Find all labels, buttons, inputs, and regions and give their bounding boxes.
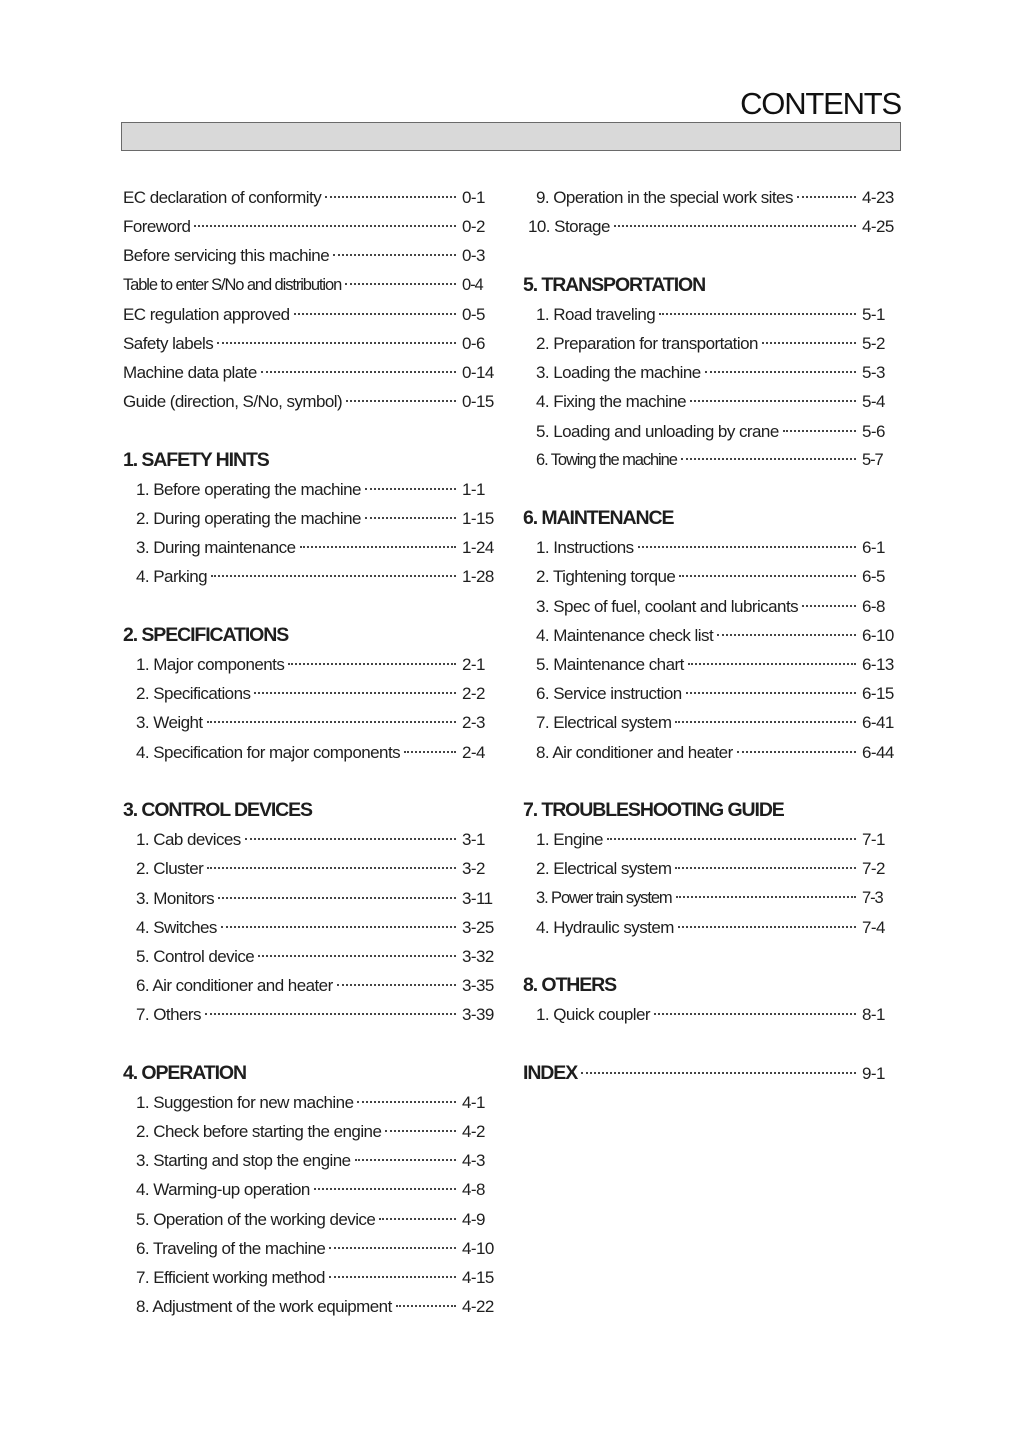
toc-entry[interactable] (523, 738, 897, 767)
section-heading-label: 7. TROUBLESHOOTING GUIDE (523, 798, 784, 821)
toc-entry[interactable] (523, 708, 897, 737)
toc-entry-label: Table to enter S/No and distribution (123, 275, 342, 294)
toc-entry-label: 2. Electrical system (536, 859, 672, 879)
toc-entry-page: 5-2 (862, 333, 885, 353)
dot-leader (690, 400, 856, 402)
toc-entry-page: 5-1 (862, 304, 885, 324)
toc-entry[interactable] (123, 1000, 497, 1029)
toc-entry-label: 9. Operation in the special work sites (536, 188, 793, 207)
toc-entry[interactable] (123, 1263, 497, 1292)
toc-entry-label: 3. Power train system (536, 888, 672, 907)
toc-entry-page: 8-1 (862, 1005, 885, 1025)
toc-entry-page: 4-25 (862, 217, 894, 237)
toc-entry-label: EC declaration of conformity (123, 188, 322, 207)
toc-entry-page: 2-1 (462, 655, 485, 674)
dot-leader (329, 1276, 456, 1278)
toc-entry-label: 4. Parking (136, 567, 208, 587)
toc-entry-page: 6-10 (862, 625, 894, 645)
dot-leader (581, 1072, 856, 1074)
toc-entry-page: 5-7 (862, 450, 883, 469)
dot-leader (783, 430, 856, 432)
toc-entry-label: 6. Towing the machine (536, 450, 677, 469)
dot-leader (194, 225, 456, 227)
toc-entry-page: 1-28 (462, 567, 494, 587)
toc-entry-label: Foreword (123, 217, 191, 237)
toc-entry-label: 6. Traveling of the machine (136, 1238, 326, 1258)
toc-entry-page: 6-15 (862, 684, 894, 704)
toc-entry[interactable] (123, 884, 497, 913)
toc-entry-page: 6-8 (862, 596, 885, 616)
toc-left-column (123, 183, 497, 1321)
toc-entry-label: 4. Switches (136, 917, 217, 937)
toc-entry-page: 7-3 (862, 888, 883, 907)
toc-entry-label: 1. Suggestion for new machine (136, 1092, 354, 1112)
toc-entry-page: 0-1 (462, 188, 485, 207)
toc-entry[interactable] (123, 387, 497, 416)
section-heading-control-devices[interactable] (123, 796, 497, 825)
dot-leader (346, 400, 456, 402)
toc-entry[interactable] (123, 1175, 497, 1204)
section-heading-specifications[interactable] (123, 621, 497, 650)
dot-leader (675, 867, 856, 869)
toc-entry[interactable] (123, 942, 497, 971)
toc-entry[interactable] (523, 183, 897, 212)
toc-entry-label: 4. Warming-up operation (136, 1180, 310, 1200)
toc-entry[interactable] (523, 358, 897, 387)
toc-entry[interactable] (523, 592, 897, 621)
toc-entry-label: 4. Fixing the machine (536, 392, 687, 412)
toc-entry[interactable] (123, 504, 497, 533)
toc-entry[interactable] (523, 300, 897, 329)
toc-entry-page: 1-24 (462, 538, 494, 558)
toc-entry[interactable] (523, 825, 897, 854)
toc-entry-page: 6-13 (862, 655, 894, 674)
toc-entry-page: 3-11 (462, 888, 493, 908)
toc-entry[interactable] (523, 679, 897, 708)
toc-entry-page: 0-2 (462, 217, 485, 237)
toc-entry-page: 0-3 (462, 246, 485, 266)
toc-entry[interactable] (123, 241, 497, 270)
toc-entry[interactable] (123, 1146, 497, 1175)
dot-leader (638, 546, 856, 548)
toc-entry-page: 3-1 (462, 830, 485, 850)
spacer (523, 767, 897, 796)
dot-leader (205, 1013, 456, 1015)
toc-entry-page: 1-15 (462, 509, 494, 529)
toc-entry-page: 2-2 (462, 684, 485, 704)
toc-entry-label: 7. Others (136, 1005, 201, 1025)
dot-leader (261, 371, 456, 373)
section-heading-label: 4. OPERATION (123, 1061, 246, 1084)
dot-leader (288, 663, 456, 665)
toc-entry-label: 7. Electrical system (536, 713, 672, 733)
toc-entry-label: Guide (direction, S/No, symbol) (123, 392, 343, 412)
toc-entry-page: 7-1 (862, 830, 885, 850)
spacer (123, 592, 497, 621)
toc-entry-page: 6-5 (862, 567, 885, 587)
section-heading-transportation[interactable] (523, 271, 897, 300)
index-label: INDEX (523, 1061, 578, 1084)
dot-leader (211, 575, 456, 577)
toc-entry-page: 0-5 (462, 304, 485, 324)
toc-entry-page: 0-14 (462, 363, 494, 383)
toc-entry[interactable] (523, 884, 897, 913)
toc-entry[interactable] (523, 621, 897, 650)
toc-entry-page: 6-41 (862, 713, 894, 733)
toc-entry-label: 1. Major components (136, 655, 285, 674)
dot-leader (675, 721, 856, 723)
toc-entry-label: EC regulation approved (123, 304, 290, 324)
toc-entry-label: 8. Adjustment of the work equipment (136, 1297, 392, 1317)
toc-entry[interactable] (523, 329, 897, 358)
toc-entry-page: 4-22 (462, 1297, 494, 1317)
toc-entry[interactable] (523, 854, 897, 883)
toc-entry-page: 2-4 (462, 742, 485, 762)
toc-entry[interactable] (523, 650, 897, 679)
dot-leader (379, 1218, 456, 1220)
dot-leader (614, 225, 856, 227)
toc-entry[interactable] (123, 271, 497, 300)
toc-entry-page: 3-32 (462, 946, 494, 966)
toc-entry[interactable] (123, 1292, 497, 1321)
toc-entry[interactable] (123, 1117, 497, 1146)
toc-entry-label: 10. Storage (528, 217, 610, 237)
toc-entry-page: 4-15 (462, 1267, 494, 1287)
toc-entry-page: 4-8 (462, 1180, 485, 1200)
spacer (123, 1029, 497, 1058)
toc-entry-page: 4-23 (862, 188, 894, 207)
dot-leader (221, 926, 456, 928)
section-heading-others[interactable] (523, 971, 897, 1000)
dot-leader (333, 254, 456, 256)
page-title: CONTENTS (740, 86, 901, 121)
toc-entry-label: 4. Maintenance check list (536, 625, 714, 645)
toc-entry-page: 3-2 (462, 859, 485, 879)
toc-entry-label: 4. Hydraulic system (536, 917, 674, 937)
dot-leader (217, 342, 456, 344)
toc-entry-label: Safety labels (123, 333, 214, 353)
dot-leader (365, 488, 456, 490)
dot-leader (385, 1130, 456, 1132)
dot-leader (300, 546, 457, 548)
toc-entry-label: 1. Road traveling (536, 304, 656, 324)
spacer (123, 767, 497, 796)
dot-leader (325, 196, 456, 198)
toc-entry-label: 2. Preparation for transportation (536, 333, 758, 353)
toc-entry-label: 3. During maintenance (136, 538, 296, 558)
dot-leader (681, 458, 856, 460)
toc-entry[interactable] (123, 533, 497, 562)
section-heading-label: 6. MAINTENANCE (523, 507, 674, 530)
toc-entry[interactable] (523, 913, 897, 942)
toc-entry[interactable] (523, 533, 897, 562)
dot-leader (245, 838, 456, 840)
dot-leader (676, 896, 856, 898)
section-heading-label: 8. OTHERS (523, 974, 617, 997)
toc-entry-label: 5. Operation of the working device (136, 1209, 376, 1229)
dot-leader (258, 955, 456, 957)
dot-leader (337, 984, 456, 986)
toc-entry-page: 4-3 (462, 1151, 485, 1171)
section-heading-label: 5. TRANSPORTATION (523, 273, 706, 296)
toc-entry[interactable] (123, 1088, 497, 1117)
toc-entry[interactable] (123, 708, 497, 737)
toc-entry-label: 5. Control device (136, 946, 255, 966)
toc-entry-label: 3. Starting and stop the engine (136, 1151, 351, 1171)
spacer (523, 241, 897, 270)
section-heading-operation[interactable] (123, 1059, 497, 1088)
toc-entry-page: 4-9 (462, 1209, 485, 1229)
toc-entry[interactable] (523, 446, 897, 475)
toc-entry[interactable] (123, 650, 497, 679)
section-heading-label: 1. SAFETY HINTS (123, 448, 269, 471)
spacer (123, 417, 497, 446)
toc-entry[interactable] (123, 329, 497, 358)
toc-entry[interactable] (123, 913, 497, 942)
toc-entry-label: 6. Service instruction (536, 684, 682, 704)
toc-entry-label: 1. Before operating the machine (136, 479, 361, 499)
toc-entry-label: 2. Check before starting the engine (136, 1122, 382, 1141)
dot-leader (802, 605, 856, 607)
toc-entry-label: 5. Maintenance chart (536, 655, 684, 674)
toc-entry-label: 3. Monitors (136, 888, 215, 908)
toc-entry[interactable] (123, 679, 497, 708)
toc-entry-label: 1. Quick coupler (536, 1005, 651, 1025)
toc-entry[interactable] (523, 1000, 897, 1029)
toc-entry-page: 7-2 (862, 859, 885, 879)
toc-entry-page: 5-3 (862, 363, 885, 383)
spacer (523, 475, 897, 504)
dot-leader (329, 1247, 456, 1249)
dot-leader (207, 867, 456, 869)
toc-entry-label: 3. Loading the machine (536, 363, 701, 383)
dot-leader (688, 663, 856, 665)
toc-entry-page: 3-35 (462, 976, 494, 996)
title-bar (121, 122, 901, 151)
toc-entry-page: 0-6 (462, 333, 485, 353)
dot-leader (797, 196, 856, 198)
toc-entry-page: 4-2 (462, 1122, 485, 1141)
toc-entry[interactable] (523, 387, 897, 416)
toc-entry-page: 4-10 (462, 1238, 494, 1258)
toc-entry-page: 2-3 (462, 713, 485, 733)
toc-entry[interactable] (123, 1234, 497, 1263)
dot-leader (678, 926, 856, 928)
toc-entry-page: 6-1 (862, 538, 885, 558)
dot-leader (607, 838, 856, 840)
dot-leader (365, 517, 456, 519)
dot-leader (679, 575, 856, 577)
toc-entry[interactable] (123, 358, 497, 387)
toc-entry-page: 4-1 (462, 1092, 485, 1112)
section-heading-maintenance[interactable] (523, 504, 897, 533)
toc-entry[interactable] (123, 971, 497, 1000)
toc-entry[interactable] (123, 300, 497, 329)
toc-entry-page: 3-25 (462, 917, 494, 937)
toc-entry-label: 3. Weight (136, 713, 203, 733)
toc-entry-label: 6. Air conditioner and heater (136, 976, 333, 996)
dot-leader (717, 634, 856, 636)
dot-leader (404, 751, 456, 753)
dot-leader (737, 751, 856, 753)
toc-entry-page: 1-1 (462, 479, 485, 499)
toc-entry[interactable] (123, 562, 497, 591)
toc-entry[interactable] (123, 183, 497, 212)
toc-entry-page: 5-6 (862, 421, 885, 441)
toc-entry-page: 6-44 (862, 742, 894, 762)
index-entry[interactable] (523, 1059, 897, 1088)
dot-leader (294, 313, 456, 315)
spacer (523, 942, 897, 971)
dot-leader (659, 313, 856, 315)
toc-entry-label: Machine data plate (123, 363, 257, 383)
dot-leader (357, 1101, 456, 1103)
dot-leader (686, 692, 856, 694)
toc-entry[interactable] (123, 212, 497, 241)
toc-right-column (523, 183, 897, 1088)
toc-entry-page: 0-15 (462, 392, 494, 412)
section-heading-troubleshooting-guide[interactable] (523, 796, 897, 825)
toc-entry-label: 1. Engine (536, 830, 603, 850)
toc-entry-label: 2. During operating the machine (136, 509, 361, 529)
toc-entry[interactable] (123, 738, 497, 767)
toc-entry[interactable] (523, 562, 897, 591)
toc-entry-label: 3. Spec of fuel, coolant and lubricants (536, 596, 799, 616)
dot-leader (345, 283, 456, 285)
spacer (523, 1029, 897, 1058)
dot-leader (207, 721, 456, 723)
toc-entry[interactable] (123, 854, 497, 883)
toc-entry-label: 7. Efficient working method (136, 1267, 325, 1287)
toc-entry-label: 8. Air conditioner and heater (536, 742, 733, 762)
toc-entry-label: 2. Cluster (136, 859, 204, 879)
toc-entry[interactable] (123, 475, 497, 504)
section-heading-label: 2. SPECIFICATIONS (123, 623, 289, 646)
toc-entry[interactable] (123, 825, 497, 854)
dot-leader (654, 1013, 856, 1015)
toc-entry[interactable] (523, 212, 897, 241)
toc-entry-page: 0-4 (462, 275, 483, 294)
toc-entry-label: Before servicing this machine (123, 246, 330, 266)
dot-leader (396, 1305, 456, 1307)
toc-entry-label: 1. Instructions (536, 538, 634, 558)
section-heading-safety-hints[interactable] (123, 446, 497, 475)
toc-entry-label: 5. Loading and unloading by crane (536, 421, 779, 441)
dot-leader (355, 1159, 456, 1161)
toc-entry-page: 7-4 (862, 917, 885, 937)
toc-entry-page: 3-39 (462, 1005, 494, 1025)
dot-leader (762, 342, 856, 344)
toc-entry[interactable] (523, 417, 897, 446)
toc-entry-label: 1. Cab devices (136, 830, 241, 850)
toc-entry-label: 2. Tightening torque (536, 567, 676, 587)
toc-entry-label: 2. Specifications (136, 684, 251, 704)
dot-leader (705, 371, 856, 373)
toc-entry[interactable] (123, 1205, 497, 1234)
section-heading-label: 3. CONTROL DEVICES (123, 798, 312, 821)
index-page: 9-1 (862, 1063, 885, 1083)
dot-leader (314, 1188, 456, 1190)
dot-leader (218, 897, 456, 899)
dot-leader (254, 692, 456, 694)
toc-entry-label: 4. Specification for major components (136, 742, 401, 762)
toc-entry-page: 5-4 (862, 392, 885, 412)
